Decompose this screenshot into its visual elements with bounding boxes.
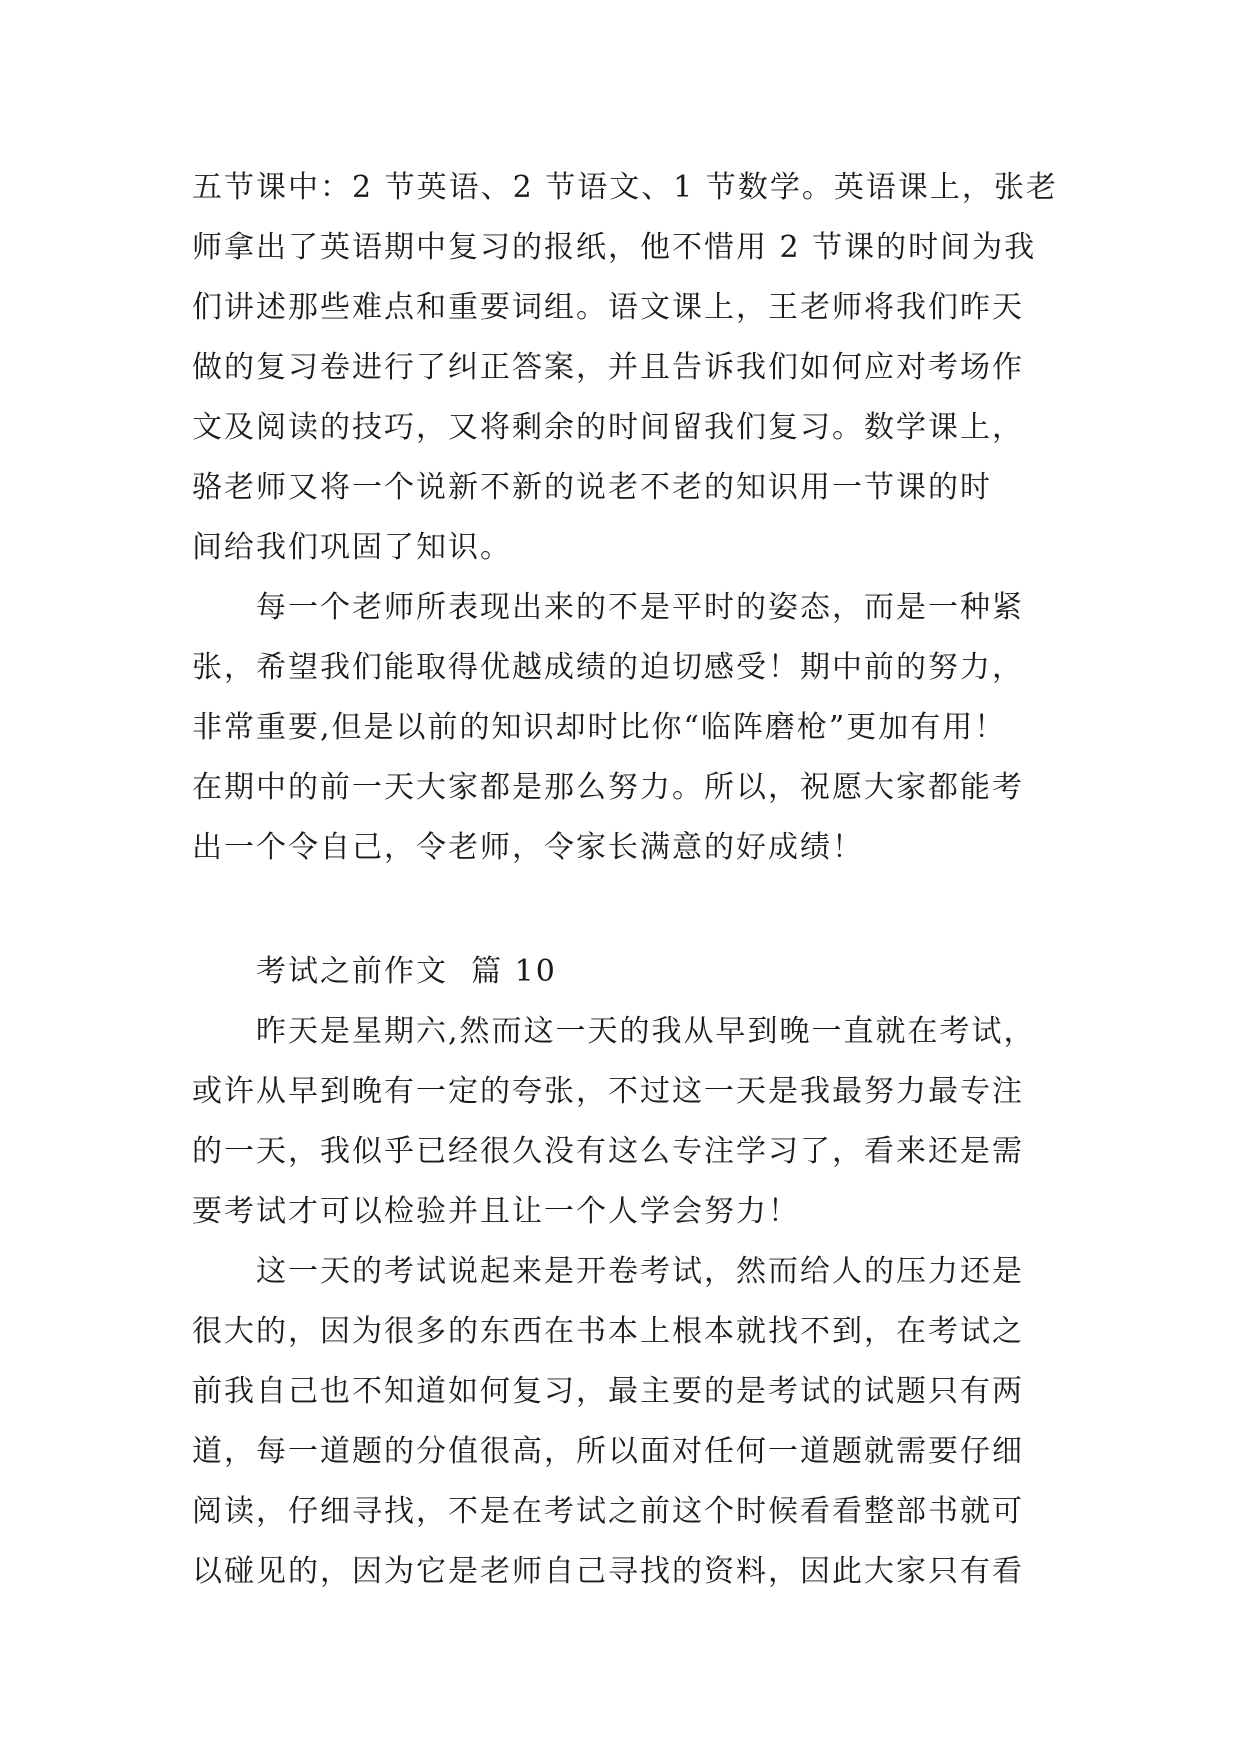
text-line: 每一个老师所表现出来的不是平时的姿态，而是一种紧	[256, 590, 1024, 625]
text-line: 阅读，仔细寻找，不是在考试之前这个时候看看整部书就可	[192, 1494, 1024, 1529]
section-heading: 考试之前作文 篇 10	[256, 954, 557, 989]
text-line: 出一个令自己，令老师，令家长满意的好成绩！	[192, 830, 864, 865]
text-line: 以碰见的，因为它是老师自己寻找的资料，因此大家只有看	[192, 1554, 1024, 1589]
text-line: 五节课中：2 节英语、2 节语文、1 节数学。英语课上，张老	[192, 170, 1058, 205]
paragraph-2	[192, 578, 1067, 878]
text-line: 昨天是星期六,然而这一天的我从早到晚一直就在考试，	[256, 1014, 1036, 1049]
text-line: 的一天，我似乎已经很久没有这么专注学习了，看来还是需	[192, 1134, 1024, 1169]
text-line: 文及阅读的技巧，又将剩余的时间留我们复习。数学课上，	[192, 410, 1024, 445]
text-line: 们讲述那些难点和重要词组。语文课上，王老师将我们昨天	[192, 290, 1024, 325]
text-line: 很大的，因为很多的东西在书本上根本就找不到，在考试之	[192, 1314, 1024, 1349]
text-line: 前我自己也不知道如何复习，最主要的是考试的试题只有两	[192, 1374, 1024, 1409]
text-line: 道，每一道题的分值很高，所以面对任何一道题就需要仔细	[192, 1434, 1024, 1469]
text-line: 要考试才可以检验并且让一个人学会努力！	[192, 1194, 800, 1229]
text-line: 在期中的前一天大家都是那么努力。所以，祝愿大家都能考	[192, 770, 1024, 805]
text-line: 张，希望我们能取得优越成绩的迫切感受！期中前的努力，	[192, 650, 1024, 685]
section-spacer	[192, 878, 1067, 942]
paragraph-4	[192, 1242, 1067, 1602]
document-body	[192, 158, 1067, 1602]
text-line: 师拿出了英语期中复习的报纸，他不惜用 2 节课的时间为我	[192, 230, 1037, 265]
paragraph-1	[192, 158, 1067, 578]
text-line: 骆老师又将一个说新不新的说老不老的知识用一节课的时	[192, 470, 992, 505]
text-line: 做的复习卷进行了纠正答案，并且告诉我们如何应对考场作	[192, 350, 1024, 385]
text-line: 这一天的考试说起来是开卷考试，然而给人的压力还是	[256, 1254, 1024, 1289]
paragraph-3	[192, 1002, 1067, 1242]
text-line: 或许从早到晚有一定的夸张，不过这一天是我最努力最专注	[192, 1074, 1024, 1109]
text-line: 非常重要,但是以前的知识却时比你“临阵磨枪”更加有用！	[192, 710, 1007, 745]
text-line: 间给我们巩固了知识。	[192, 530, 512, 565]
